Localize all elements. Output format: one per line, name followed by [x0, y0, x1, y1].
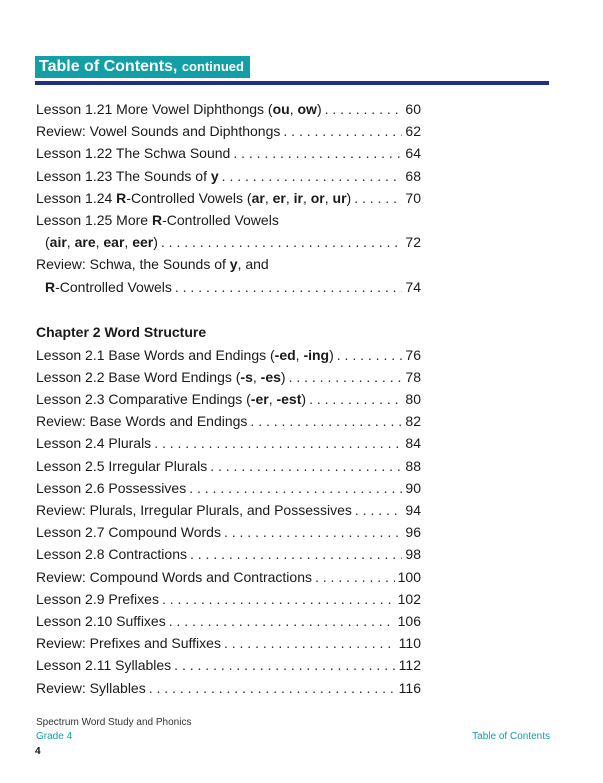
toc-entry-text: -Controlled Vowels (	[126, 189, 252, 206]
toc-entry-page: 62	[405, 123, 421, 140]
toc-entry-text: Lesson 1.23 The Sounds of	[36, 167, 211, 184]
toc-entry-text: )	[301, 391, 307, 408]
toc-entry-text: Review: Base Words and Endings	[36, 413, 248, 430]
toc-entry	[36, 253, 421, 275]
toc-entry	[36, 499, 421, 521]
toc-entry	[36, 388, 421, 410]
toc-entry	[36, 477, 421, 499]
toc-entry	[36, 677, 421, 699]
toc-entry-page: 84	[405, 435, 421, 452]
toc-entry-title	[45, 231, 158, 253]
toc-entry-text: Review: Plurals, Irregular Plurals, and Possessives	[36, 502, 352, 518]
toc-entry	[36, 410, 421, 432]
toc-entry-text: Lesson 1.21 More Vowel Diphthongs (	[36, 101, 273, 117]
toc-entry-text: -Controlled Vowels	[55, 278, 172, 295]
dot-leader	[224, 521, 402, 543]
dot-leader	[222, 165, 403, 187]
dot-leader	[210, 455, 402, 477]
toc-entry-title	[36, 98, 322, 120]
dot-leader	[355, 499, 403, 521]
toc-entry-text: Lesson 2.9 Prefixes	[36, 590, 159, 607]
chapter-2-entries	[36, 344, 421, 699]
toc-entry-page: 76	[405, 346, 421, 363]
toc-entry-title	[36, 588, 159, 610]
toc-entry-page: 112	[398, 657, 421, 674]
toc-entry-text: ,	[295, 346, 304, 363]
toc-entry	[36, 165, 421, 187]
toc-entry-title	[36, 142, 230, 164]
toc-entry-text: ,	[264, 189, 273, 206]
toc-entry-page: 80	[405, 391, 421, 408]
toc-entry	[36, 566, 421, 588]
dot-leader	[289, 366, 403, 388]
dot-leader	[149, 677, 396, 699]
toc-entry-title	[36, 610, 166, 632]
toc-entry-text: Lesson 1.24	[36, 189, 117, 206]
toc-entry-text: Lesson 2.8 Contractions	[36, 546, 187, 563]
footer-book-title: Spectrum Word Study and Phonics	[36, 717, 192, 728]
toc-entry-text: ,	[289, 101, 298, 117]
toc-entry-emphasis: -ed	[274, 346, 296, 363]
dot-leader	[154, 432, 402, 454]
toc-entry-title	[36, 654, 171, 676]
toc-entry-emphasis: are	[74, 234, 96, 251]
toc-entry-page: 106	[397, 612, 421, 629]
toc-entry	[36, 610, 421, 632]
dot-leader	[189, 477, 402, 499]
toc-entry	[36, 588, 421, 610]
toc-entry-text: ,	[302, 189, 311, 206]
toc-entry	[36, 654, 421, 676]
dot-leader	[224, 632, 396, 654]
dot-leader	[309, 388, 402, 410]
toc-entry-text: ,	[124, 234, 133, 251]
toc-entry-page: 90	[405, 479, 421, 496]
dot-leader	[174, 654, 396, 676]
toc-entry-title	[36, 344, 334, 366]
toc-entry-emphasis: ou	[272, 101, 290, 117]
toc-entry-page: 82	[405, 413, 421, 430]
toc-entry-text: Review: Syllables	[36, 679, 146, 696]
toc-entry-text: (	[45, 234, 50, 251]
footer-grade: Grade 4	[36, 731, 73, 742]
toc-entry-text: Lesson 2.11 Syllables	[36, 657, 172, 674]
toc-entry-emphasis: ar	[251, 189, 265, 206]
dot-leader	[250, 410, 402, 432]
toc-entry-page: 98	[405, 546, 421, 563]
toc-entry-page: 102	[397, 590, 421, 607]
toc-entry-text: Lesson 2.2 Base Word Endings (	[36, 368, 241, 385]
dot-leader	[354, 187, 402, 209]
toc-entry-text: Lesson 2.3 Comparative Endings (	[36, 391, 251, 408]
footer-section-name: Table of Contents	[472, 731, 550, 742]
chapter-2-heading: Chapter 2 Word Structure	[36, 323, 207, 340]
toc-entry-text: Lesson 1.25 More	[36, 211, 152, 228]
toc-list	[36, 98, 421, 699]
toc-entry-text: Review: Compound Words and Contractions	[36, 568, 312, 585]
toc-entry	[36, 632, 421, 654]
toc-entry-page: 94	[405, 502, 421, 518]
toc-entry	[36, 432, 421, 454]
dot-leader	[325, 98, 403, 120]
toc-entry-page: 60	[405, 101, 421, 117]
dot-leader	[169, 610, 395, 632]
toc-entry-title	[36, 209, 279, 231]
section-gap	[36, 298, 421, 320]
toc-entry-page: 88	[405, 457, 421, 474]
toc-entry-title	[36, 677, 146, 699]
toc-entry-text: ,	[252, 368, 261, 385]
toc-entry-emphasis: ear	[103, 234, 125, 251]
toc-entry-text: Lesson 2.1 Base Words and Endings (	[36, 346, 275, 363]
header-rule	[35, 81, 549, 85]
toc-entry-page: 116	[398, 679, 421, 696]
toc-entry	[36, 142, 421, 164]
toc-entry-emphasis: -er	[250, 391, 269, 408]
toc-header-banner	[35, 56, 250, 78]
toc-entry-text: -Controlled Vowels	[162, 211, 279, 228]
toc-entry-emphasis: R	[116, 189, 127, 206]
toc-entry-title	[36, 366, 286, 388]
toc-entry-title	[36, 499, 352, 521]
toc-entry-emphasis: ow	[297, 101, 317, 117]
toc-entry-page: 100	[397, 568, 421, 585]
toc-entry-title	[36, 410, 247, 432]
toc-entry-emphasis: er	[272, 189, 286, 206]
toc-entry-emphasis: air	[49, 234, 67, 251]
toc-entry-text: Lesson 2.6 Possessives	[36, 479, 187, 496]
toc-entry-title	[36, 120, 280, 142]
toc-entry-emphasis: R	[45, 278, 56, 295]
toc-entry	[36, 521, 421, 543]
toc-entry-text: ,	[95, 234, 104, 251]
toc-entry-emphasis: ur	[332, 189, 347, 206]
toc-entry-emphasis: y	[229, 256, 238, 273]
toc-entry	[36, 276, 421, 298]
toc-entry-text: ,	[285, 189, 294, 206]
toc-entry	[36, 120, 421, 142]
toc-entry-emphasis: y	[210, 167, 219, 184]
toc-entry-text: Lesson 2.4 Plurals	[36, 435, 152, 452]
toc-entry-title	[36, 521, 221, 543]
dot-leader	[175, 276, 403, 298]
toc-header-title: Table of Contents,	[39, 58, 178, 75]
toc-entry-text: Lesson 2.7 Compound Words	[36, 524, 221, 541]
toc-entry-title	[36, 187, 351, 209]
toc-entry-title	[36, 477, 186, 499]
toc-entry-text: )	[346, 189, 352, 206]
toc-entry-title	[36, 632, 221, 654]
dot-leader	[283, 120, 402, 142]
toc-entry	[36, 344, 421, 366]
dot-leader	[233, 142, 402, 164]
dot-leader	[190, 543, 402, 565]
toc-entry-text: )	[153, 234, 158, 251]
dot-leader	[337, 344, 403, 366]
toc-entry-title	[36, 566, 312, 588]
toc-entry-text: Lesson 1.22 The Schwa Sound	[36, 145, 231, 162]
toc-entry-text: )	[329, 346, 334, 363]
toc-entry-text: , and	[237, 256, 269, 273]
toc-entry	[36, 187, 421, 209]
toc-entry-text: )	[316, 101, 322, 117]
toc-entry-page: 110	[398, 635, 421, 652]
toc-entry-title	[36, 432, 151, 454]
toc-entry-text: Review: Vowel Sounds and Diphthongs	[36, 123, 281, 140]
toc-entry-emphasis: -es	[260, 368, 281, 385]
toc-entry-emphasis: eer	[132, 234, 154, 251]
toc-header-continued: continued	[181, 59, 244, 74]
toc-entry-page: 68	[405, 167, 421, 184]
toc-entry-title	[45, 276, 172, 298]
toc-entry-title	[36, 253, 269, 275]
toc-entry-emphasis: -ing	[303, 346, 330, 363]
toc-entry	[36, 543, 421, 565]
toc-entry-title	[36, 388, 306, 410]
toc-entry	[36, 231, 421, 253]
toc-entry-text: ,	[268, 391, 277, 408]
toc-entry	[36, 209, 421, 231]
toc-entry-text: Review: Schwa, the Sounds of	[36, 256, 230, 273]
toc-entry-title	[36, 455, 207, 477]
toc-entry	[36, 455, 421, 477]
page-number: 4	[35, 746, 41, 757]
dot-leader	[162, 588, 395, 610]
toc-entry	[36, 366, 421, 388]
toc-entry-page: 64	[405, 145, 421, 162]
toc-entry-text: Lesson 2.10 Suffixes	[36, 612, 166, 629]
toc-entry-title	[36, 543, 187, 565]
toc-entry-text: )	[280, 368, 286, 385]
toc-entry-emphasis: ir	[293, 189, 303, 206]
toc-entry	[36, 98, 421, 120]
toc-entry-page: 74	[405, 278, 421, 295]
toc-entry-text: ,	[324, 189, 333, 206]
toc-entry-emphasis: or	[310, 189, 325, 206]
dot-leader	[161, 231, 403, 253]
dot-leader	[315, 566, 395, 588]
chapter-1-entries	[36, 98, 421, 298]
toc-entry-text: ,	[66, 234, 75, 251]
toc-entry-title	[36, 165, 219, 187]
toc-entry-page: 78	[405, 368, 421, 385]
toc-entry-emphasis: -est	[276, 391, 302, 408]
toc-entry-page: 96	[405, 524, 421, 541]
toc-entry-page: 72	[405, 234, 421, 251]
toc-entry-text: Review: Prefixes and Suffixes	[36, 635, 221, 652]
toc-entry-text: Lesson 2.5 Irregular Plurals	[36, 457, 208, 474]
toc-entry-emphasis: R	[151, 211, 163, 228]
toc-entry-page: 70	[405, 189, 421, 206]
toc-entry-emphasis: -s	[240, 368, 253, 385]
